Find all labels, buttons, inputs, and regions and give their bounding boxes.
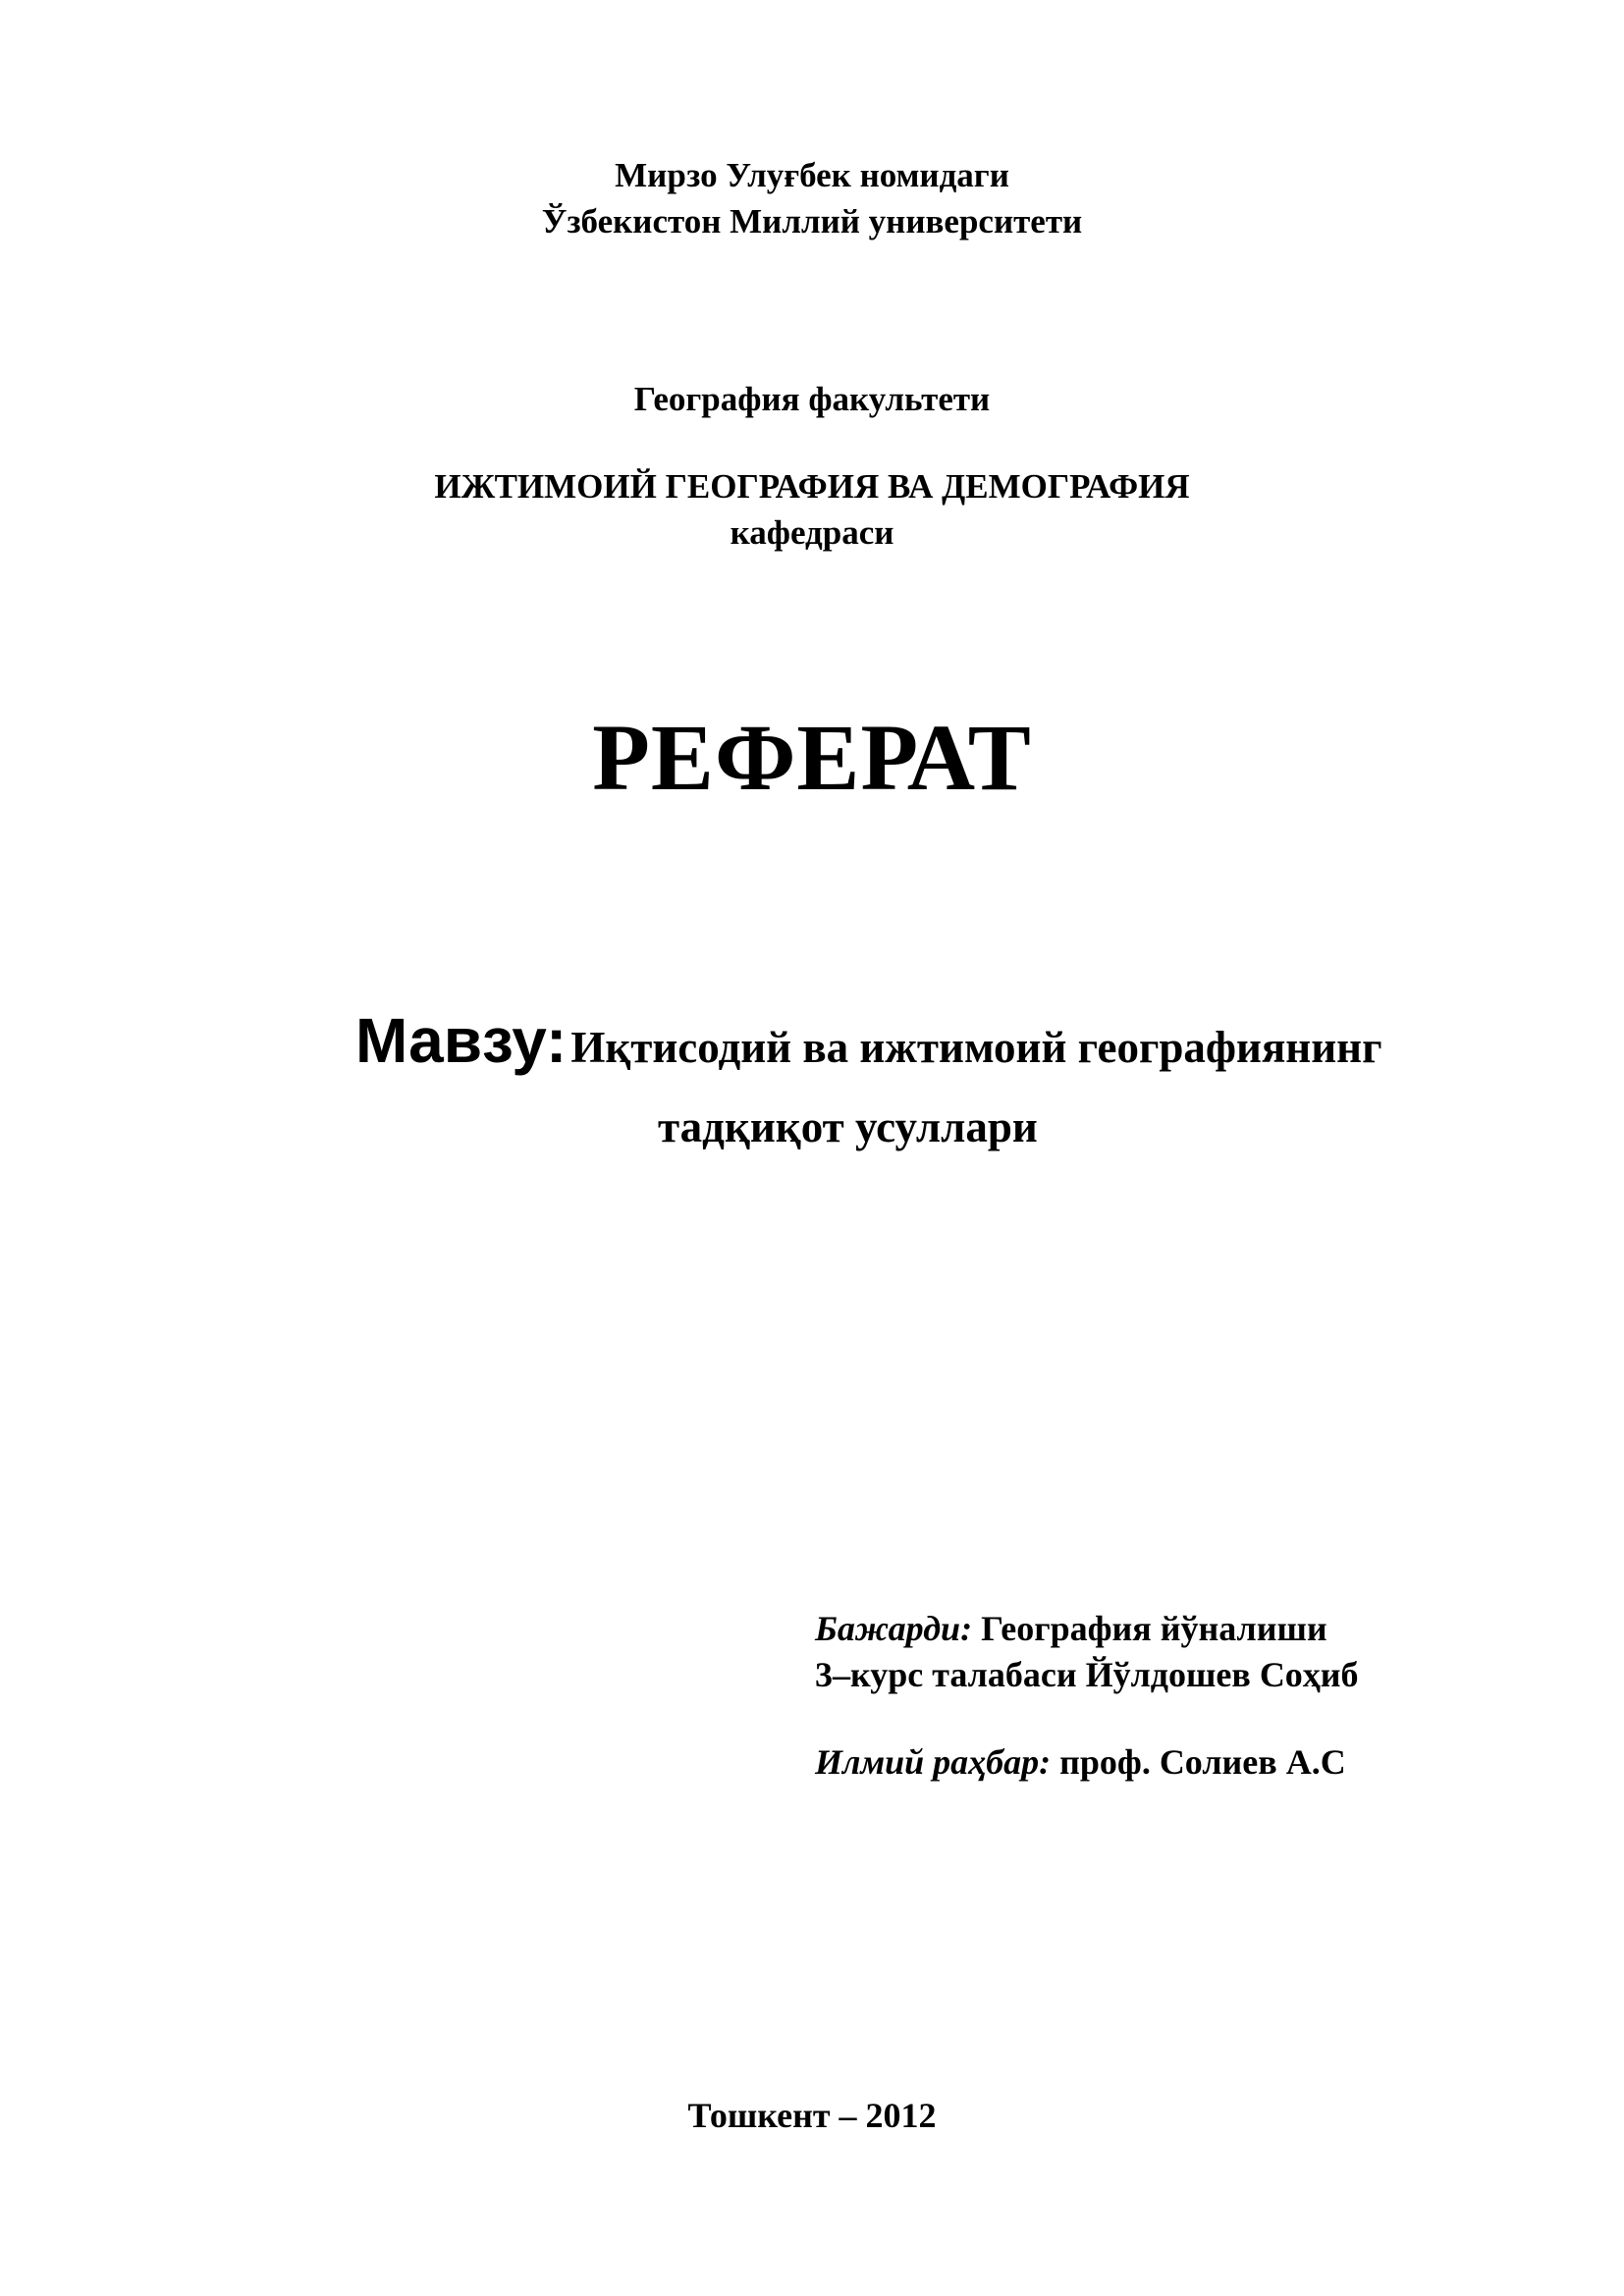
performer-line-1: География йўналиши (981, 1609, 1327, 1648)
faculty-text: География факультети (633, 380, 991, 418)
university-line-1: Мирзо Улуғбек номидаги (615, 156, 1009, 194)
topic-block (355, 1001, 1573, 1156)
department-block (0, 463, 1624, 556)
performer-line-2: 3–курс талабаси Йўлдошев Соҳиб (815, 1655, 1359, 1694)
department-suffix: кафедраси (730, 513, 894, 552)
university-line-2: Ўзбекистон Миллий университети (541, 202, 1083, 240)
place-year-footer (0, 2093, 1624, 2139)
supervisor-row (815, 1739, 1359, 1786)
document-type-text: РЕФЕРАТ (592, 705, 1032, 810)
author-info-block (815, 1606, 1359, 1786)
department-name: ИЖТИМОИЙ ГЕОГРАФИЯ ВА ДЕМОГРАФИЯ (434, 467, 1190, 506)
performer-row-1 (815, 1606, 1359, 1652)
topic-label: Мавзу: (355, 1005, 568, 1076)
supervisor-label: Илмий раҳбар: (815, 1742, 1052, 1782)
topic-row-1 (355, 1001, 1573, 1097)
spacer (815, 1698, 1359, 1739)
faculty-name (0, 376, 1624, 422)
footer-text: Тошкент – 2012 (687, 2096, 937, 2135)
topic-line-1: Иқтисодий ва ижтимоий географиянинг (570, 1023, 1382, 1072)
document-type-title (0, 699, 1624, 817)
supervisor-value: проф. Солиев А.С (1059, 1742, 1346, 1782)
university-header (0, 152, 1624, 244)
performer-label: Бажарди: (815, 1609, 973, 1648)
topic-line-2: тадқиқот усуллари (658, 1102, 1038, 1151)
